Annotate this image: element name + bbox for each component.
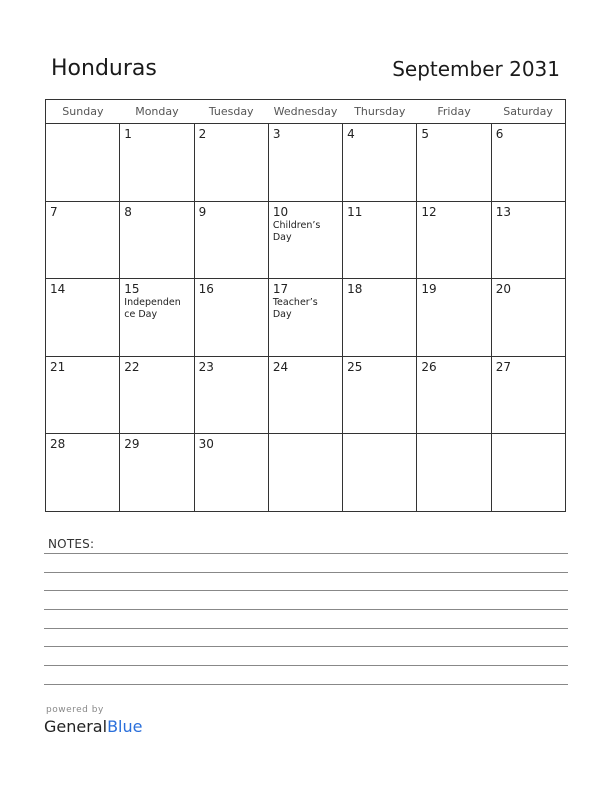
day-number: 2 bbox=[198, 127, 207, 141]
week-row bbox=[46, 434, 566, 512]
day-number: 16 bbox=[198, 282, 214, 297]
day-number: 1 bbox=[124, 127, 132, 141]
day-cell bbox=[194, 279, 268, 357]
day-cell bbox=[46, 356, 120, 434]
weekday-tuesday: Tuesday bbox=[194, 100, 268, 124]
day-number: 24 bbox=[272, 359, 289, 374]
day-number: 17 bbox=[272, 282, 289, 297]
day-cell bbox=[491, 201, 565, 279]
day-number: 12 bbox=[421, 204, 437, 219]
day-cell bbox=[417, 356, 491, 434]
week-row bbox=[46, 356, 566, 434]
weekday-header-row bbox=[46, 100, 566, 124]
day-cell bbox=[268, 124, 342, 202]
note-line bbox=[44, 553, 568, 554]
note-line bbox=[44, 609, 568, 610]
day-cell bbox=[343, 356, 417, 434]
month-year-title: September 2031 bbox=[392, 57, 560, 81]
calendar-grid bbox=[45, 99, 566, 512]
holiday-label: Children’s Day bbox=[272, 219, 321, 243]
day-number: 3 bbox=[272, 127, 281, 141]
day-number: 5 bbox=[421, 127, 430, 141]
day-cell bbox=[46, 201, 120, 279]
day-cell bbox=[343, 201, 417, 279]
week-row bbox=[46, 279, 566, 357]
week-row bbox=[46, 124, 566, 202]
weekday-thursday: Thursday bbox=[343, 100, 417, 124]
day-cell bbox=[194, 356, 268, 434]
day-number: 18 bbox=[347, 282, 363, 297]
day-cell bbox=[120, 434, 194, 512]
day-number: 22 bbox=[124, 359, 140, 374]
day-cell bbox=[120, 356, 194, 434]
day-cell bbox=[268, 434, 342, 512]
holiday-label: Independen ce Day bbox=[124, 297, 181, 321]
day-number: 20 bbox=[495, 282, 511, 297]
day-cell bbox=[417, 279, 491, 357]
brand-general: General bbox=[44, 717, 108, 736]
day-number: 9 bbox=[198, 204, 207, 219]
day-number: 25 bbox=[347, 359, 363, 374]
day-cell bbox=[194, 201, 268, 279]
note-line bbox=[44, 628, 568, 629]
day-number: 11 bbox=[347, 204, 363, 219]
country-title: Honduras bbox=[51, 56, 157, 81]
powered-by-text: powered by bbox=[46, 705, 104, 715]
day-number: 13 bbox=[495, 204, 511, 219]
day-cell bbox=[46, 124, 120, 202]
day-number: 7 bbox=[50, 204, 58, 219]
note-line bbox=[44, 590, 568, 591]
note-line bbox=[44, 646, 568, 647]
note-line bbox=[44, 684, 568, 685]
day-cell bbox=[491, 356, 565, 434]
day-number: 30 bbox=[198, 437, 214, 452]
weekday-monday: Monday bbox=[120, 100, 194, 124]
day-cell bbox=[491, 434, 565, 512]
brand-blue: Blue bbox=[107, 717, 143, 736]
week-row bbox=[46, 201, 566, 279]
notes-label: NOTES: bbox=[48, 537, 95, 551]
day-cell bbox=[417, 434, 491, 512]
note-line bbox=[44, 572, 568, 573]
holiday-label: Teacher’s Day bbox=[272, 297, 318, 321]
day-number: 19 bbox=[421, 282, 437, 297]
day-cell bbox=[343, 279, 417, 357]
day-cell bbox=[417, 124, 491, 202]
weekday-wednesday: Wednesday bbox=[268, 100, 342, 124]
weekday-saturday: Saturday bbox=[491, 100, 565, 124]
day-number: 27 bbox=[495, 359, 511, 374]
day-cell bbox=[120, 201, 194, 279]
brand-logo bbox=[44, 717, 142, 736]
day-number: 15 bbox=[124, 282, 140, 297]
weekday-sunday: Sunday bbox=[46, 100, 120, 124]
day-cell bbox=[120, 279, 194, 357]
day-number: 4 bbox=[347, 127, 355, 141]
day-cell bbox=[491, 124, 565, 202]
day-cell bbox=[268, 356, 342, 434]
day-cell bbox=[46, 434, 120, 512]
day-cell bbox=[268, 279, 342, 357]
day-number: 23 bbox=[198, 359, 214, 374]
day-cell bbox=[120, 124, 194, 202]
note-line bbox=[44, 665, 568, 666]
day-number: 14 bbox=[50, 282, 66, 297]
day-cell bbox=[46, 279, 120, 357]
day-number: 6 bbox=[495, 127, 504, 141]
day-number: 28 bbox=[50, 437, 66, 452]
weekday-friday: Friday bbox=[417, 100, 491, 124]
day-cell bbox=[491, 279, 565, 357]
day-number: 26 bbox=[421, 359, 437, 374]
day-cell bbox=[194, 124, 268, 202]
day-number: 8 bbox=[124, 204, 132, 219]
day-number: 21 bbox=[50, 359, 66, 374]
day-cell bbox=[343, 434, 417, 512]
day-cell bbox=[194, 434, 268, 512]
day-cell bbox=[268, 201, 342, 279]
day-number: 10 bbox=[272, 204, 289, 219]
day-cell bbox=[417, 201, 491, 279]
day-cell bbox=[343, 124, 417, 202]
day-number: 29 bbox=[124, 437, 140, 452]
